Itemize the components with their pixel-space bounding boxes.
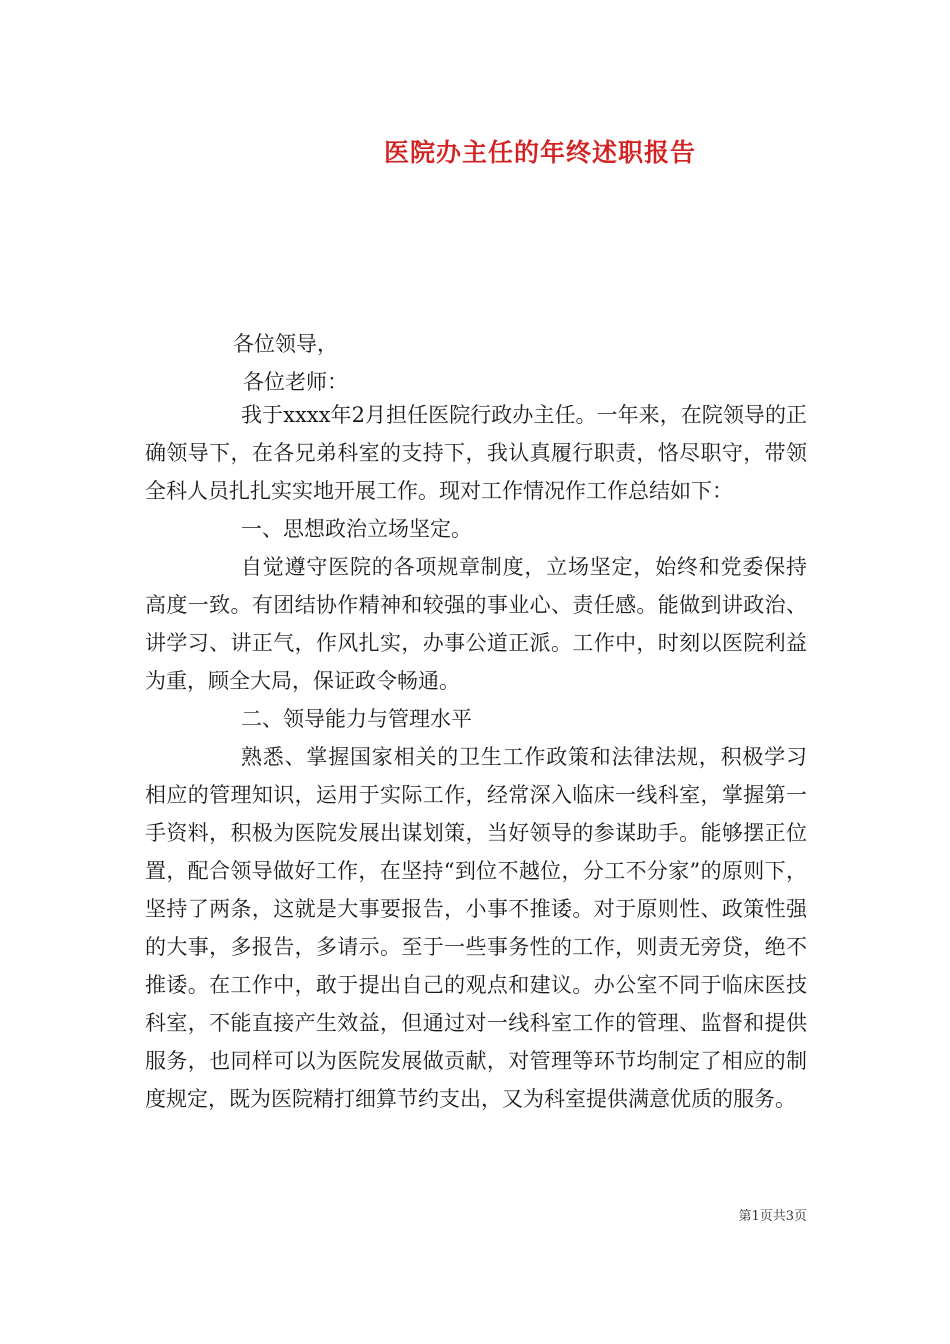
page-title: 医院办主任的年终述职报告 bbox=[383, 138, 696, 167]
section-heading-2: 二、领导能力与管理水平 bbox=[241, 707, 472, 731]
section-heading-1: 一、思想政治立场坚定。 bbox=[241, 517, 472, 541]
page-number: 第1页共3页 bbox=[738, 1209, 807, 1224]
salutation-teachers: 各位老师： bbox=[243, 370, 348, 394]
paragraph-section-2: 熟悉、掌握国家相关的卫生工作政策和法律法规，积极学习相应的管理知识，运用于实际工作，经常深入临床一线科室，掌握第一手资料，积极为医院发展出谋划策，当好领导的参谋助手。能够摆正位置，配合领导做好工作，在坚持“到位不越位，分工不分家”的原则下，坚持了两条，这就是大事要报告，小事不推诿。对于原则性、政策性强的大事，多报告，多请示。至于一些事务性的工作，则责无旁贷，绝不推诿。在工作中，敢于提出自己的观点和建议。办公室不同于临床医技科室，不能直接产生效益，但通过对一线科室工作的管理、监督和提供服务，也同样可以为医院发展做贡献，对管理等环节均制定了相应的制度规定，既为医院精打细算节约支出，又为科室提供满意优质的服务。 bbox=[145, 745, 807, 1111]
document-body bbox=[145, 396, 807, 1118]
salutation-leaders: 各位领导， bbox=[233, 332, 338, 356]
paragraph-section-1: 自觉遵守医院的各项规章制度，立场坚定，始终和党委保持高度一致。有团结协作精神和较强的事业心、责任感。能做到讲政治、讲学习、讲正气，作风扎实，办事公道正派。工作中，时刻以医院利益为重，顾全大局，保证政令畅通。 bbox=[145, 555, 807, 693]
paragraph-intro: 我于xxxx年2月担任医院行政办主任。一年来，在院领导的正确领导下，在各兄弟科室的支持下，我认真履行职责，恪尽职守，带领全科人员扎扎实实地开展工作。现对工作情况作工作总结如下： bbox=[145, 403, 807, 503]
